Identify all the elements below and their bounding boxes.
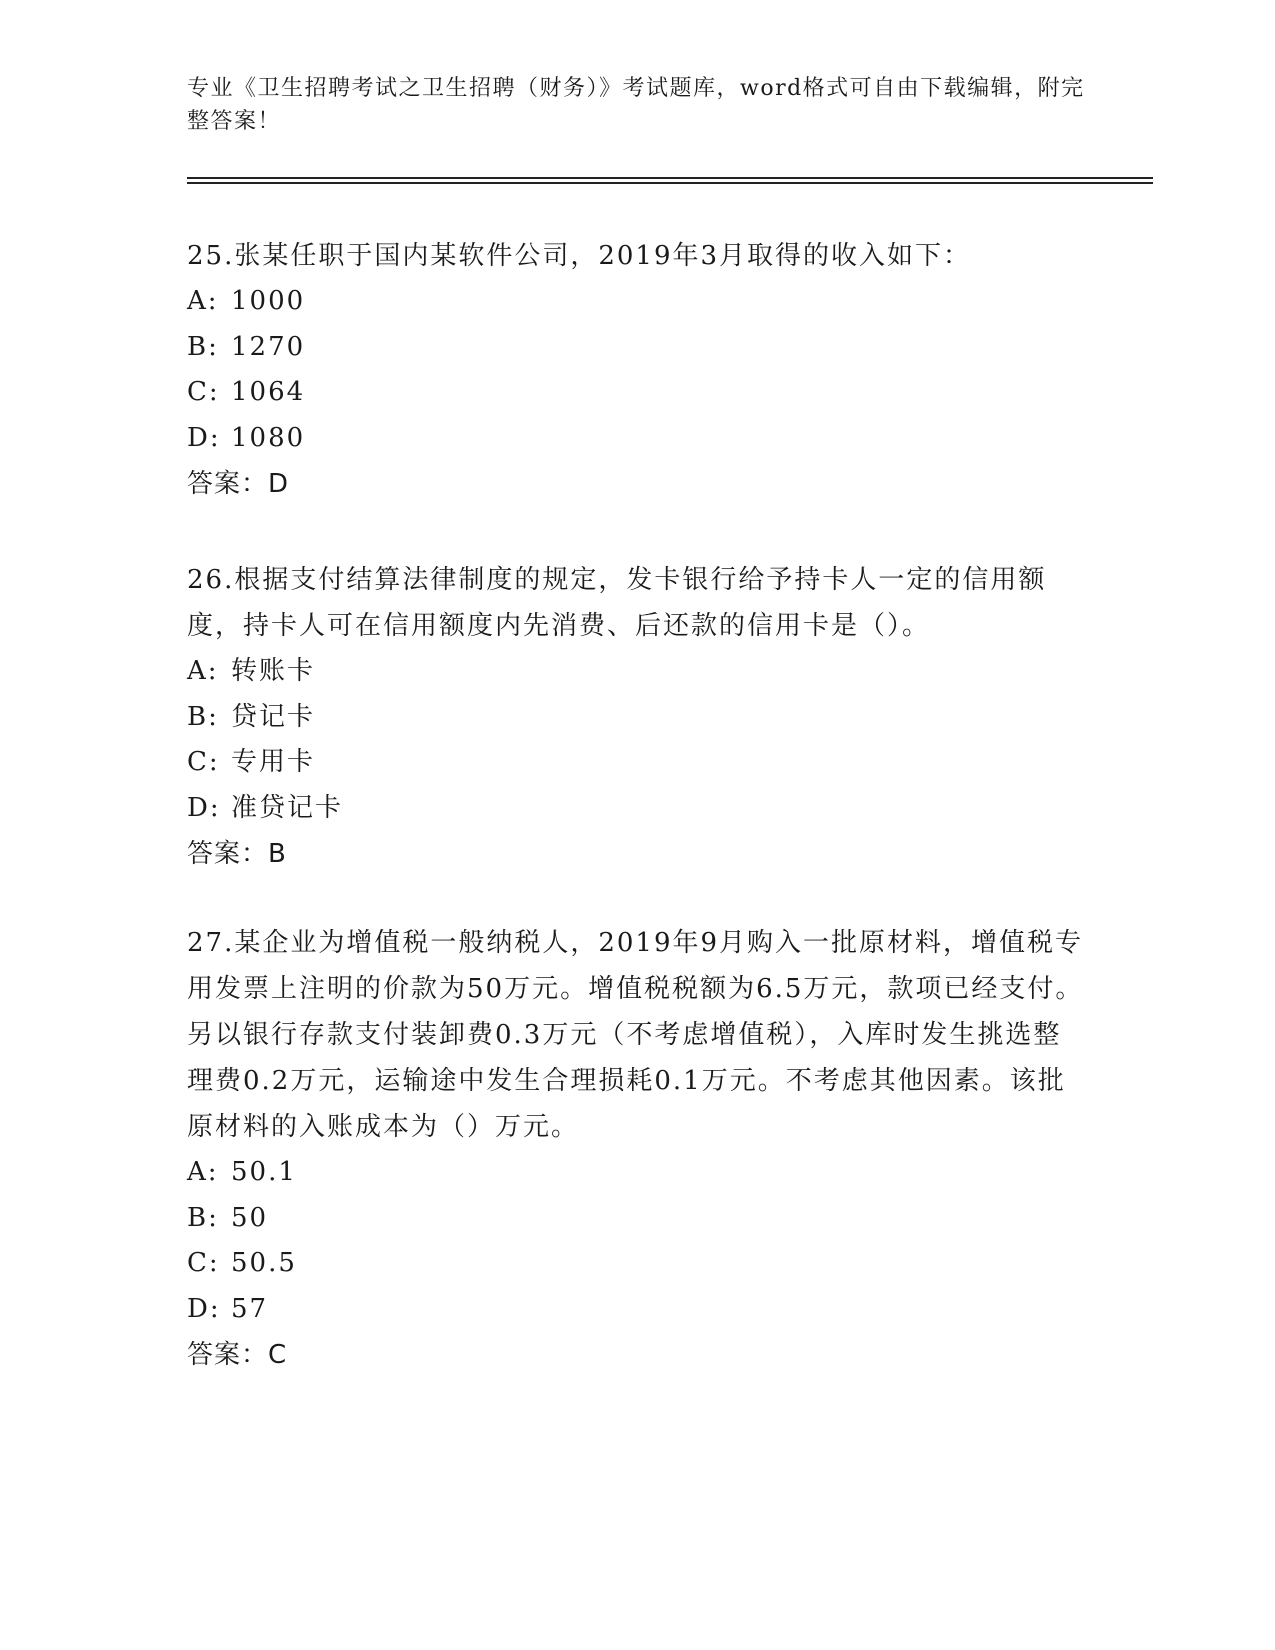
option-text: 1080	[231, 422, 306, 453]
option-a	[187, 649, 1087, 695]
option-label: C:	[187, 747, 220, 777]
option-text: 50	[231, 1202, 269, 1233]
option-label: B:	[187, 701, 219, 732]
option-b	[187, 695, 1087, 741]
question-stem: 25.张某任职于国内某软件公司，2019年3月取得的收入如下：	[187, 241, 972, 271]
option-label: D:	[187, 422, 221, 453]
document-header: 专业《卫生招聘考试之卫生招聘（财务）》考试题库，word格式可自由下载编辑，附完整答案！	[187, 76, 1085, 134]
option-d	[187, 416, 1087, 462]
answer: 答案：C	[187, 1340, 288, 1370]
header-divider-top	[187, 177, 1153, 179]
option-label: A:	[187, 1157, 219, 1187]
option-b	[187, 325, 1087, 371]
question-25	[187, 233, 1087, 507]
option-label: D:	[187, 1293, 221, 1324]
option-label: D:	[187, 792, 221, 823]
option-label: B:	[187, 1202, 219, 1233]
option-text: 50.5	[231, 1248, 297, 1278]
option-text: 1064	[231, 377, 306, 407]
option-c	[187, 740, 1087, 786]
option-label: C:	[187, 1248, 220, 1278]
option-text: 准贷记卡	[231, 792, 344, 823]
option-text: 50.1	[231, 1157, 297, 1187]
option-label: A:	[187, 656, 219, 686]
option-c	[187, 370, 1087, 416]
option-text: 转账卡	[231, 656, 316, 686]
answer: 答案：B	[187, 839, 287, 869]
option-label: C:	[187, 377, 220, 407]
option-label: A:	[187, 286, 219, 316]
option-text: 专用卡	[231, 747, 316, 777]
option-b	[187, 1196, 1087, 1242]
option-c	[187, 1241, 1087, 1287]
question-stem: 26.根据支付结算法律制度的规定，发卡银行给予持卡人一定的信用额度，持卡人可在信用额度内先消费、后还款的信用卡是（）。	[187, 565, 1047, 641]
option-text: 贷记卡	[231, 701, 316, 732]
option-text: 57	[231, 1293, 269, 1324]
question-27	[187, 920, 1087, 1378]
answer: 答案：D	[187, 469, 290, 499]
option-d	[187, 786, 1087, 832]
header-divider-bottom	[187, 182, 1153, 184]
question-stem: 27.某企业为增值税一般纳税人，2019年9月购入一批原材料，增值税专用发票上注明的价款为50万元。增值税税额为6.5万元，款项已经支付。另以银行存款支付装卸费0.3万元（不考虑增值税），入库时发生挑选整理费0.2万元，运输途中发生合理损耗0.1万元。不考虑其他因素。该批原材料的入账成本为（）万元。	[187, 928, 1084, 1142]
option-text: 1270	[231, 331, 306, 362]
option-a	[187, 1150, 1087, 1196]
option-a	[187, 279, 1087, 325]
option-d	[187, 1287, 1087, 1333]
option-text: 1000	[231, 286, 306, 316]
question-26	[187, 557, 1087, 877]
option-label: B:	[187, 331, 219, 362]
